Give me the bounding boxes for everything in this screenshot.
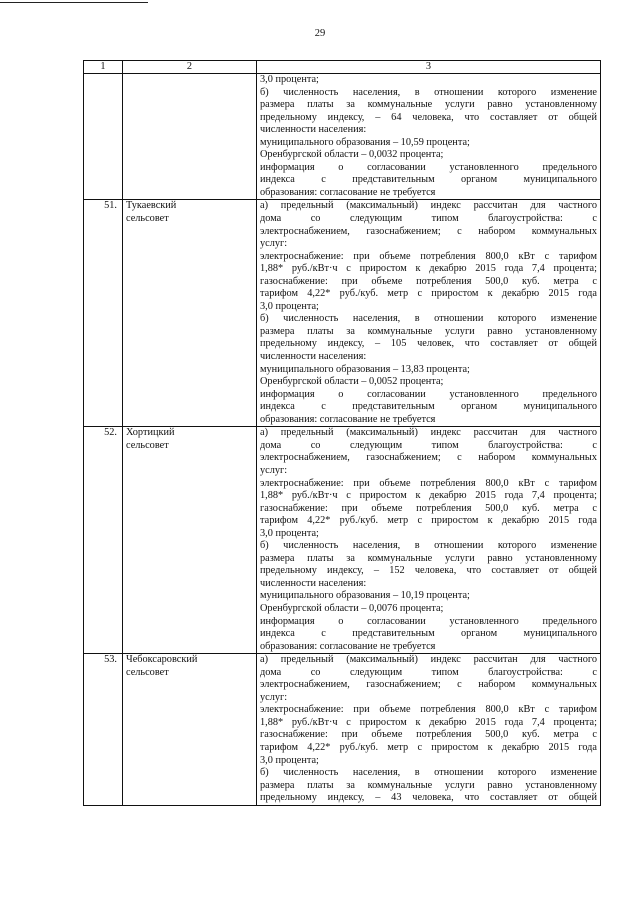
- description-line: образования: согласование не требуется: [260, 640, 436, 652]
- description-line: 3,0 процента;: [260, 74, 319, 85]
- description-line: Оренбургской области – 0,0032 процента;: [260, 149, 444, 161]
- description-line: информация о согласовании установленного предельного: [260, 388, 597, 400]
- header-rule: [0, 2, 148, 3]
- description-line: Оренбургской области – 0,0076 процента;: [260, 602, 444, 614]
- row-number: 52.: [84, 427, 123, 654]
- table-row: [84, 427, 601, 654]
- description-line: муниципального образования – 10,19 процента;: [260, 590, 470, 602]
- municipality-name: [123, 654, 257, 806]
- description-line: размера платы за коммунальные услуги равно установленному: [260, 779, 597, 791]
- description-line: численности населения:: [260, 124, 367, 136]
- description-line: муниципального образования – 10,59 процента;: [260, 136, 470, 148]
- description-line: газоснабжение: при объеме потребления 500,0 куб. метра с: [260, 729, 597, 741]
- description-line: дома со следующим типом благоустройства: с: [260, 439, 597, 451]
- municipality-name-line: Тукаевский: [126, 200, 177, 212]
- description-line: индекса с представительным органом муниципального: [260, 174, 597, 186]
- description-line: размера платы за коммунальные услуги равно установленному: [260, 99, 597, 111]
- column-header-2: 2: [123, 61, 257, 74]
- description-line: б) численность населения, в отношении которого изменение: [260, 540, 597, 552]
- description-line: предельному индексу, – 105 человек, что составляет от общей: [260, 338, 597, 350]
- municipality-name-line: Хортицкий: [126, 427, 175, 439]
- description-line: тарифом 4,22* руб./куб. метр с приростом к декабрю 2015 года: [260, 741, 597, 753]
- municipality-name-line: сельсовет: [126, 666, 169, 678]
- description-line: образования: согласование не требуется: [260, 186, 436, 198]
- description-line: информация о согласовании установленного предельного: [260, 615, 597, 627]
- row-number: 53.: [84, 654, 123, 806]
- description-line: размера платы за коммунальные услуги равно установленному: [260, 325, 597, 337]
- row-number: 51.: [84, 200, 123, 427]
- municipality-name-line: сельсовет: [126, 213, 169, 225]
- description-line: электроснабжением, газоснабжением; с набором коммунальных: [260, 452, 597, 464]
- description-line: предельному индексу, – 43 человека, что составляет от общей: [260, 792, 597, 804]
- description-line: б) численность населения, в отношении которого изменение: [260, 313, 597, 325]
- description-line: тарифом 4,22* руб./куб. метр с приростом к декабрю 2015 года: [260, 515, 597, 527]
- description-line: услуг:: [260, 238, 288, 250]
- index-description: [257, 200, 601, 427]
- description-line: Оренбургской области – 0,0052 процента;: [260, 376, 444, 388]
- description-line: электроснабжение: при объеме потребления 800,0 кВт с тарифом: [260, 250, 597, 262]
- column-header-3: 3: [257, 61, 601, 74]
- description-line: электроснабжение: при объеме потребления 800,0 кВт с тарифом: [260, 477, 597, 489]
- description-line: 3,0 процента;: [260, 300, 319, 312]
- description-line: индекса с представительным органом муниципального: [260, 401, 597, 413]
- index-description: [257, 427, 601, 654]
- description-line: 1,88* руб./кВт·ч с приростом к декабрю 2015 года 7,4 процента;: [260, 490, 597, 502]
- municipality-name: [123, 427, 257, 654]
- table-row: [84, 74, 601, 200]
- description-line: а) предельный (максимальный) индекс рассчитан для частного: [260, 654, 597, 666]
- description-line: предельному индексу, – 64 человека, что составляет от общей: [260, 111, 597, 123]
- description-line: а) предельный (максимальный) индекс рассчитан для частного: [260, 200, 597, 212]
- description-line: 1,88* руб./кВт·ч с приростом к декабрю 2015 года 7,4 процента;: [260, 716, 597, 728]
- table-row: [84, 200, 601, 427]
- municipality-name-line: Чебоксаровский: [126, 654, 198, 666]
- description-line: размера платы за коммунальные услуги равно установленному: [260, 552, 597, 564]
- description-line: 3,0 процента;: [260, 527, 319, 539]
- description-line: образования: согласование не требуется: [260, 413, 436, 425]
- description-line: информация о согласовании установленного предельного: [260, 161, 597, 173]
- index-description: [257, 74, 601, 200]
- table-row: [84, 654, 601, 806]
- description-line: электроснабжением, газоснабжением; с набором коммунальных: [260, 225, 597, 237]
- description-line: электроснабжением, газоснабжением; с набором коммунальных: [260, 679, 597, 691]
- description-line: 3,0 процента;: [260, 754, 319, 766]
- description-line: тарифом 4,22* руб./куб. метр с приростом к декабрю 2015 года: [260, 288, 597, 300]
- municipality-name-line: сельсовет: [126, 439, 169, 451]
- municipality-name: [123, 200, 257, 427]
- municipal-index-table: [83, 60, 601, 806]
- description-line: дома со следующим типом благоустройства: с: [260, 213, 597, 225]
- description-line: газоснабжение: при объеме потребления 500,0 куб. метра с: [260, 502, 597, 514]
- column-header-1: 1: [84, 61, 123, 74]
- description-line: численности населения:: [260, 577, 367, 589]
- description-line: численности населения:: [260, 351, 367, 363]
- description-line: дома со следующим типом благоустройства: с: [260, 666, 597, 678]
- table-header-row: [84, 61, 601, 74]
- description-line: услуг:: [260, 464, 288, 476]
- description-line: б) численность населения, в отношении которого изменение: [260, 86, 597, 98]
- row-number: [84, 74, 123, 200]
- description-line: предельному индексу, – 152 человека, что составляет от общей: [260, 565, 597, 577]
- description-line: газоснабжение: при объеме потребления 500,0 куб. метра с: [260, 275, 597, 287]
- description-line: индекса с представительным органом муниципального: [260, 628, 597, 640]
- description-line: б) численность населения, в отношении которого изменение: [260, 767, 597, 779]
- description-line: а) предельный (максимальный) индекс рассчитан для частного: [260, 427, 597, 439]
- description-line: 1,88* руб./кВт·ч с приростом к декабрю 2015 года 7,4 процента;: [260, 263, 597, 275]
- description-line: муниципального образования – 13,83 процента;: [260, 363, 470, 375]
- description-line: электроснабжение: при объеме потребления 800,0 кВт с тарифом: [260, 704, 597, 716]
- index-description: [257, 654, 601, 806]
- page-number: 29: [314, 28, 326, 39]
- description-line: услуг:: [260, 691, 288, 703]
- municipality-name: [123, 74, 257, 200]
